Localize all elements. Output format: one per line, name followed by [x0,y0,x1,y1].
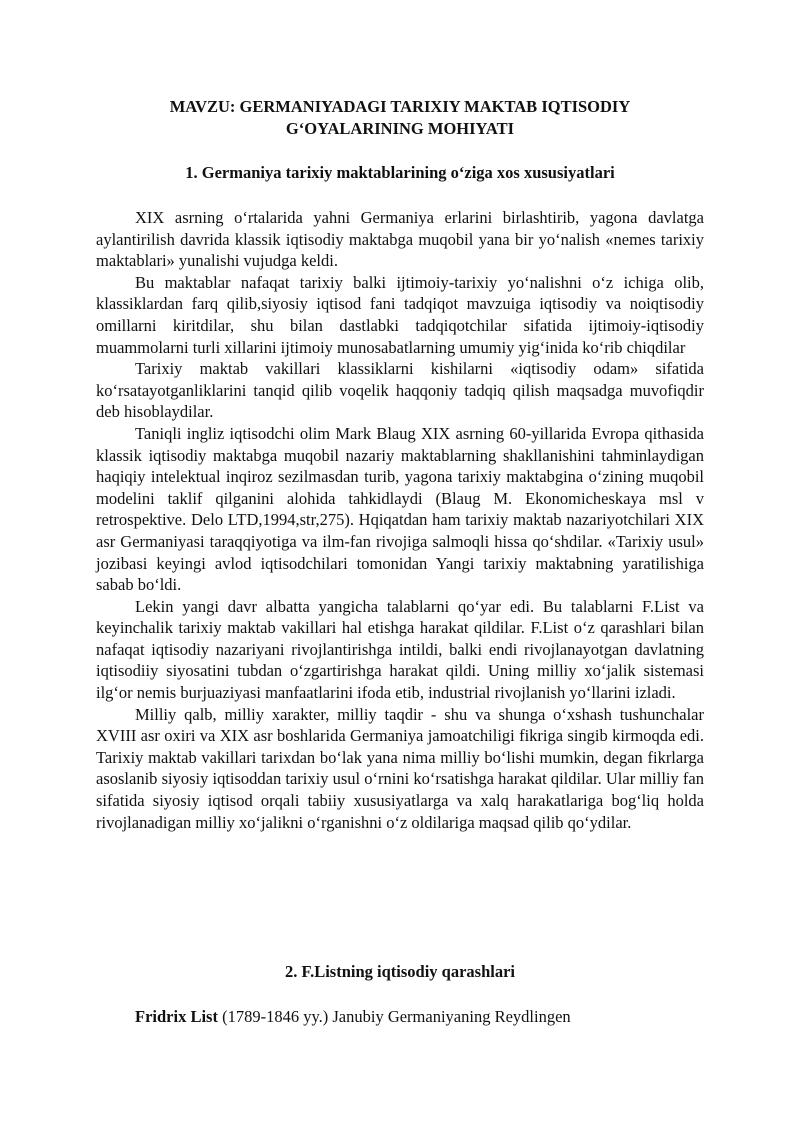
paragraph-1: XIX asrning o‘rtalarida yahni Germaniya erlarini birlashtirib, yagona davlatga aylantirilish davrida klassik iqtisodiy maktabga muqobil yana bir yo‘nalish «nemes tarixiy maktablari» yunalishi vujudga keldi. [96,208,704,271]
title-line-2: G‘OYALARINING MOHIYATI [285,119,515,138]
section-2-heading: 2. F.Listning iqtisodiy qarashlari [285,962,515,981]
paragraph-7-bold-name: Fridrix List [135,1007,218,1026]
paragraph-7-text: (1789-1846 yy.) Janubiy Germaniyaning Reydlingen [222,1007,571,1026]
paragraph-6: Milliy qalb, milliy xarakter, milliy taqdir - shu va shunga o‘xshash tushunchalar XVIII asr oxiri va XIX asr boshlarida Germaniya jamoatchiligi fikriga singib kirmoqda edi. Tarixiy maktab vakillari tarixdan bo‘lak yana nima milliy bo‘lishi mumkin, degan fikrlarga asoslanib siyosiy iqtisoddan tarixiy usul o‘rnini ko‘rsatishga harakat qildilar. Ular milliy fan sifatida siyosiy iqtisod orqali tabiiy xususiyatlarga va xalq harakatlariga bog‘liq holda rivojlanadigan milliy xo‘jalikni o‘rganishni o‘z oldilariga maqsad qilib qo‘ydilar. [96,704,704,832]
paragraph-5: Lekin yangi davr albatta yangicha talablarni qo‘yar edi. Bu talablarni F.List va keyinchalik tarixiy maktab vakillari hal etishga harakat qildilar. F.List o‘z qarashlari bilan nafaqat iqtisodiy nazariyani rivojlantirishga intildi, balki endi rivojlanayotgan davlatning iqtisodiiy siyosatini tubdan o‘zgartirishga harakat qildi. Uning milliy xo‘jalik sistemasi ilg‘or nemis burjuaziyasi manfaatlarini ifoda etib, industrial rivojlanish yo‘llarini izladi. [96,596,704,703]
paragraph-4: Taniqli ingliz iqtisodchi olim Mark Blaug XIX asrning 60-yillarida Evropa qithasida klassik iqtisodiy maktabga muqobil nazariy maktablarning shakllanishini tahminlaydigan haqiqiy intelektual inqiroz sezilmasdan turib, yagona tarixiy maktabgina o‘zining muqobil modelini taklif qilganini alohida tahkidlaydi (Blaug M. Ekonomicheskaya msl v retrospektive. Delo LTD,1994,str,275). Hqiqatdan ham tarixiy maktab nazariyotchilari XIX asr Germaniyasi taraqqiyotiga va ilm-fan rivojiga salmoqli hissa qo‘shdilar. «Tarixiy usul» jozibasi keyingi avlod iqtisodchilari tomonidan Yangi tarixiy maktabning yaratilishiga sabab bo‘ldi. [96,423,704,595]
title-line-1: MAVZU: GERMANIYADAGI TARIXIY MAKTAB IQTISODIY [169,97,631,116]
section-1-heading: 1. Germaniya tarixiy maktablarining o‘ziga xos xususiyatlari [185,163,615,182]
paragraph-3: Tarixiy maktab vakillari klassiklarni kishilarni «iqtisodiy odam» sifatida ko‘rsatayotganliklarini tanqid qilib voqelik haqqoniy tadqiq qilish maqsadga muvofiqdir deb hisoblaydilar. [96,359,704,422]
paragraph-2: Bu maktablar nafaqat tarixiy balki ijtimoiy-tarixiy yo‘nalishni o‘z ichiga olib, klassiklardan farq qilib,siyosiy iqtisod fani tadqiqot mavzuiga iqtisodiy va noiqtisodiy omillarni kiritdilar, shu bilan dastlabki tadqiqotchilar sifatida ijtimoiy-iqtisodiy muammolarni turli xillarini ijtimoiy munosabatlarning umumiy yig‘inida ko‘rib chiqdilar [96,272,704,357]
section-2-body [96,1006,704,1028]
section-1-body [96,207,704,833]
paragraph-7 [96,1006,704,1028]
document-title [96,96,704,140]
